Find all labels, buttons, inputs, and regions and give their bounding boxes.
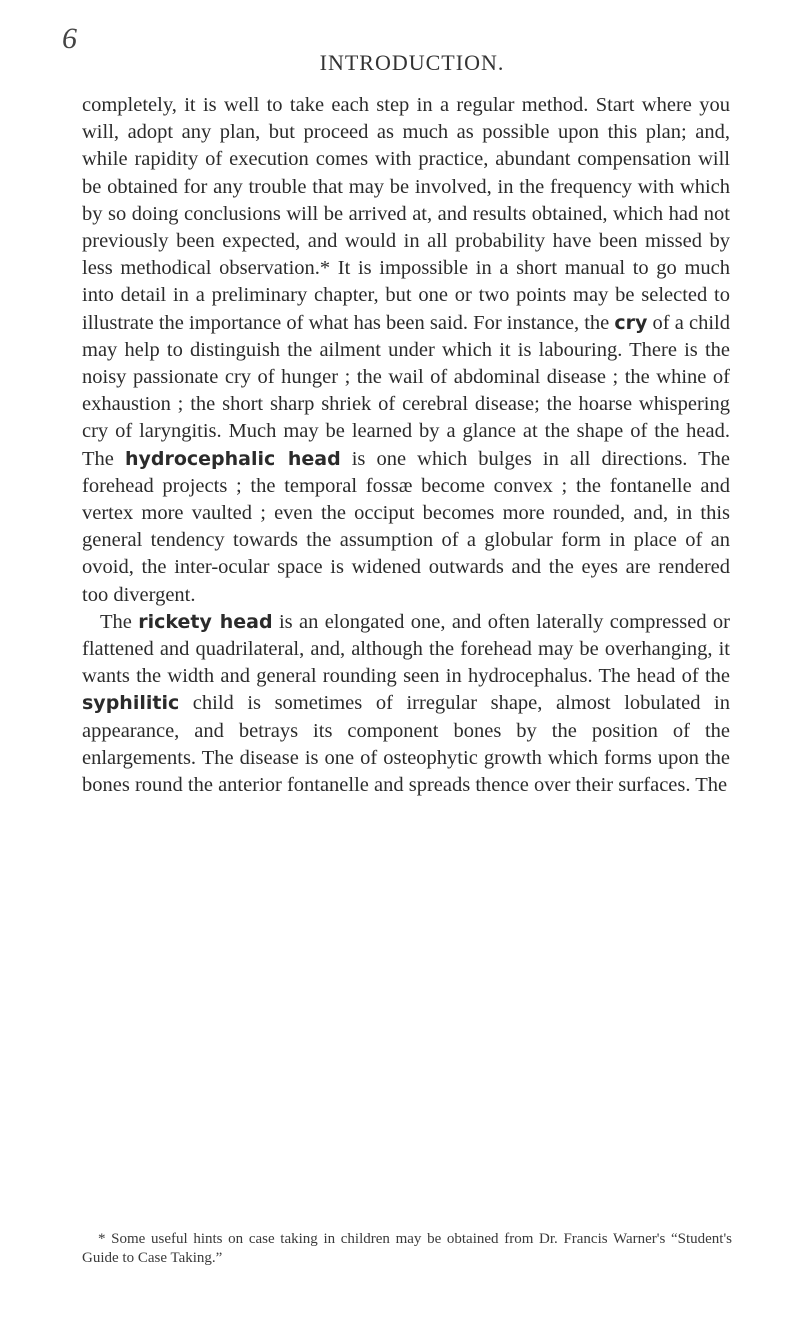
body-text	[82, 92, 730, 799]
bold-term-cry: cry	[614, 311, 648, 334]
footnote-mark: *	[98, 1231, 106, 1247]
bold-term-hydrocephalic-head: hydrocephalic head	[124, 447, 341, 470]
bold-term-syphilitic: syphilitic	[82, 692, 180, 715]
text-run: completely, it is well to take each step in a regular method. Start where you will, adopt any plan, but proceed as much as possible upon this plan; and, while rapidity of execution comes with practice, abundant compensation will be obtained for any trouble that may be involved, in the frequency with which by so doing conclusions will be arrived at, and results obtained, which had not previously been expected, and would in all probability have been missed by less methodical observation.* It is impossible in a short manual to go much into detail in a preliminary chapter, but one or two points may be selected to illustrate the importance of what has been said. For instance, the	[82, 94, 730, 334]
page-header	[62, 18, 762, 75]
running-head: INTRODUCTION.	[319, 50, 505, 75]
text-run: of a child may help to distinguish the ailment under which it is labouring. There is the noisy passionate cry of hunger ; the wail of abdominal disease ; the whine of exhaustion ; the short sharp shriek of cerebral disease; the hoarse whispering cry of laryngitis. Much may be learned by a glance at the shape of the head. The	[82, 311, 730, 470]
text-run: is one which bulges in all directions. The forehead projects ; the temporal fossæ become convex ; the fontanelle and vertex more vaulted ; even the occiput becomes more rounded, and, in this general tendency towards the assumption of a globular form in place of an ovoid, the inter-ocular space is widened outwards and the eyes are rendered too divergent.	[82, 447, 731, 606]
text-run: child is sometimes of irregular shape, almost lobulated in appearance, and betrays its component bones by the position of the enlargements. The disease is one of osteophytic growth which forms upon the bones round the anterior fontanelle and spreads thence over their surfaces. The	[82, 692, 730, 797]
text-run: The	[100, 610, 139, 633]
paragraph	[82, 609, 730, 799]
bold-term-rickety-head: rickety head	[138, 610, 273, 633]
footnote-text: Some useful hints on case taking in children may be obtained from Dr. Francis Warner's “Student's Guide to Case Taking.”	[82, 1231, 732, 1266]
footnote	[82, 1230, 732, 1268]
page-number: 6	[62, 22, 77, 55]
text-run: is an elongated one, and often laterally compressed or flattened and quadrilateral, and, although the forehead may be overhanging, it wants the width and general rounding seen in hydrocephalus. The head of the	[82, 610, 731, 688]
paragraph	[82, 92, 730, 609]
